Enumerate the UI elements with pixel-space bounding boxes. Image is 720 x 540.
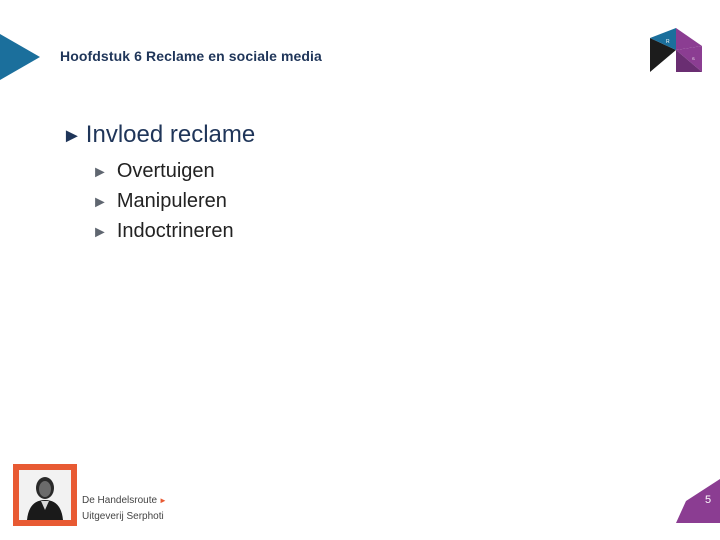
publisher-name	[82, 493, 167, 525]
publisher-portrait-icon	[13, 464, 77, 526]
svg-text:R: R	[666, 39, 670, 45]
bullet-text: Manipuleren	[116, 190, 227, 212]
publisher-line1: De Handelsroute	[82, 495, 158, 506]
publisher-line2: Uitgeverij Serphoti	[82, 511, 164, 522]
heading-bullet-icon: ►	[62, 125, 82, 147]
page-title: Hoofdstuk 6 Reclame en sociale media	[60, 48, 322, 64]
bullet-list	[92, 157, 234, 247]
slide-heading-text: Invloed reclame	[85, 121, 256, 148]
bullet-text: Overtuigen	[116, 160, 215, 182]
corner-arrow-icon	[0, 34, 40, 80]
list-item	[92, 157, 234, 187]
slide-heading	[62, 121, 255, 149]
list-item	[92, 217, 234, 247]
svg-text:S: S	[692, 56, 695, 61]
bullet-icon: ►	[92, 194, 108, 211]
bullet-icon: ►	[92, 224, 108, 241]
geometric-logo-icon	[648, 26, 704, 74]
bullet-text: Indoctrineren	[116, 220, 234, 242]
publisher-arrow-icon: ►	[159, 496, 167, 505]
page-number: 5	[704, 494, 712, 506]
bullet-icon: ►	[92, 164, 108, 181]
list-item	[92, 187, 234, 217]
